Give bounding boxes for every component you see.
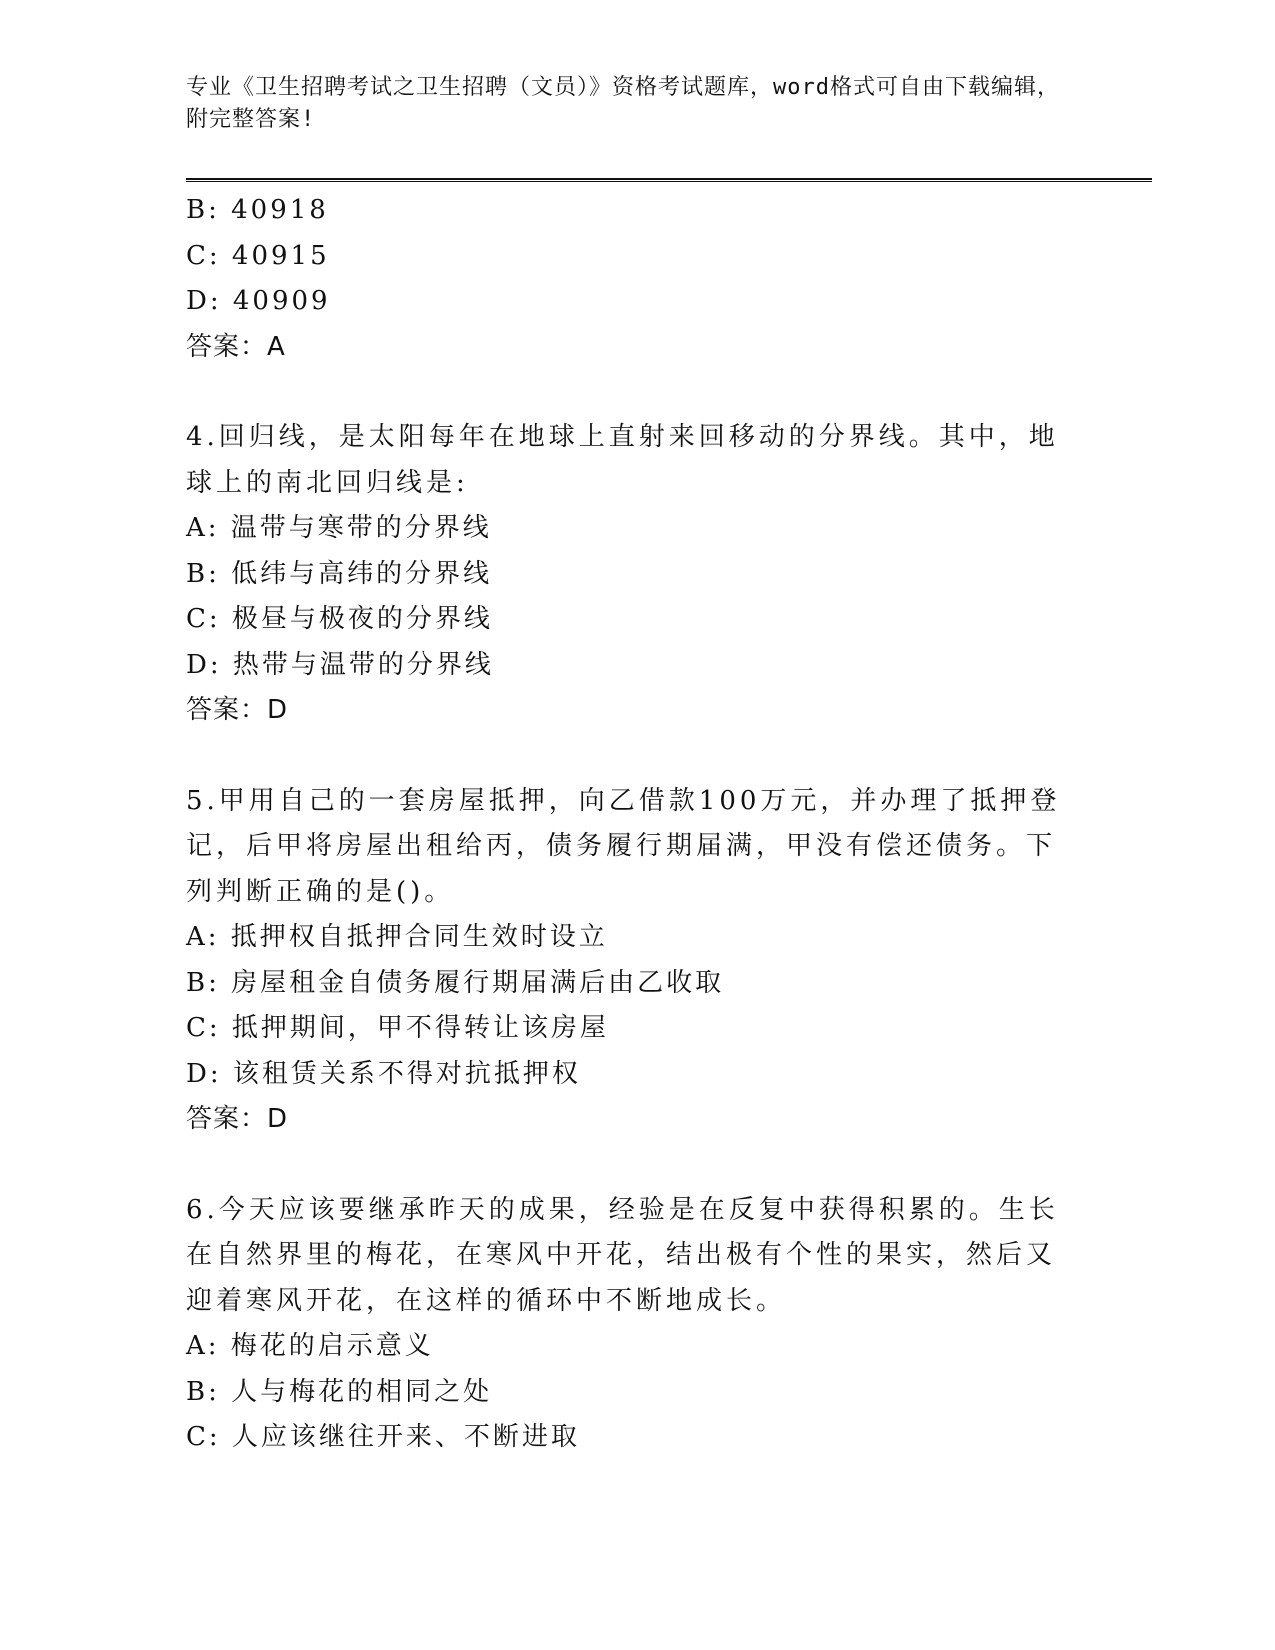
spacer bbox=[186, 370, 1066, 415]
question-content bbox=[186, 188, 1066, 1461]
question-stem: 6.今天应该要继承昨天的成果，经验是在反复中获得积累的。生长在自然界里的梅花，在寒风中开花，结出极有个性的果实，然后又迎着寒风开花，在这样的循环中不断地成长。 bbox=[186, 1194, 1059, 1316]
option-d: D: 该租赁关系不得对抗抵押权 bbox=[186, 1058, 581, 1089]
option-b: B: 40918 bbox=[186, 195, 329, 225]
page-header bbox=[186, 72, 1066, 136]
prev-question-tail bbox=[186, 188, 1066, 370]
question-stem: 5.甲用自己的一套房屋抵押，向乙借款100万元，并办理了抵押登记，后甲将房屋出租给丙，债务履行期届满，甲没有偿还债务。下列判断正确的是()。 bbox=[186, 785, 1061, 907]
option-b: B: 房屋租金自债务履行期届满后由乙收取 bbox=[186, 967, 725, 998]
question-5 bbox=[186, 779, 1066, 1143]
option-c: C: 40915 bbox=[186, 240, 330, 271]
spacer bbox=[186, 1143, 1066, 1188]
option-d: D: 热带与温带的分界线 bbox=[186, 649, 494, 680]
answer-line: 答案：D bbox=[186, 695, 289, 725]
option-d: D: 40909 bbox=[186, 286, 331, 316]
header-divider bbox=[186, 178, 1152, 182]
answer-line: 答案：A bbox=[186, 331, 286, 362]
answer-line: 答案：D bbox=[186, 1104, 289, 1134]
question-4 bbox=[186, 415, 1066, 734]
option-c: C: 极昼与极夜的分界线 bbox=[186, 604, 493, 634]
question-6 bbox=[186, 1188, 1066, 1461]
question-stem: 4.回归线，是太阳每年在地球上直射来回移动的分界线。其中，地球上的南北回归线是: bbox=[186, 422, 1059, 498]
header-title: 专业《卫生招聘考试之卫生招聘（文员）》资格考试题库，word格式可自由下载编辑，附完整答案! bbox=[186, 75, 1060, 132]
document-page bbox=[186, 0, 1152, 1650]
option-c: C: 人应该继往开来、不断进取 bbox=[186, 1422, 580, 1452]
spacer bbox=[186, 734, 1066, 779]
option-b: B: 人与梅花的相同之处 bbox=[186, 1376, 493, 1407]
option-c: C: 抵押期间，甲不得转让该房屋 bbox=[186, 1013, 609, 1043]
option-a: A: 抵押权自抵押合同生效时设立 bbox=[186, 922, 608, 952]
option-b: B: 低纬与高纬的分界线 bbox=[186, 558, 493, 589]
option-a: A: 温带与寒带的分界线 bbox=[186, 513, 492, 543]
option-a: A: 梅花的启示意义 bbox=[186, 1331, 434, 1361]
